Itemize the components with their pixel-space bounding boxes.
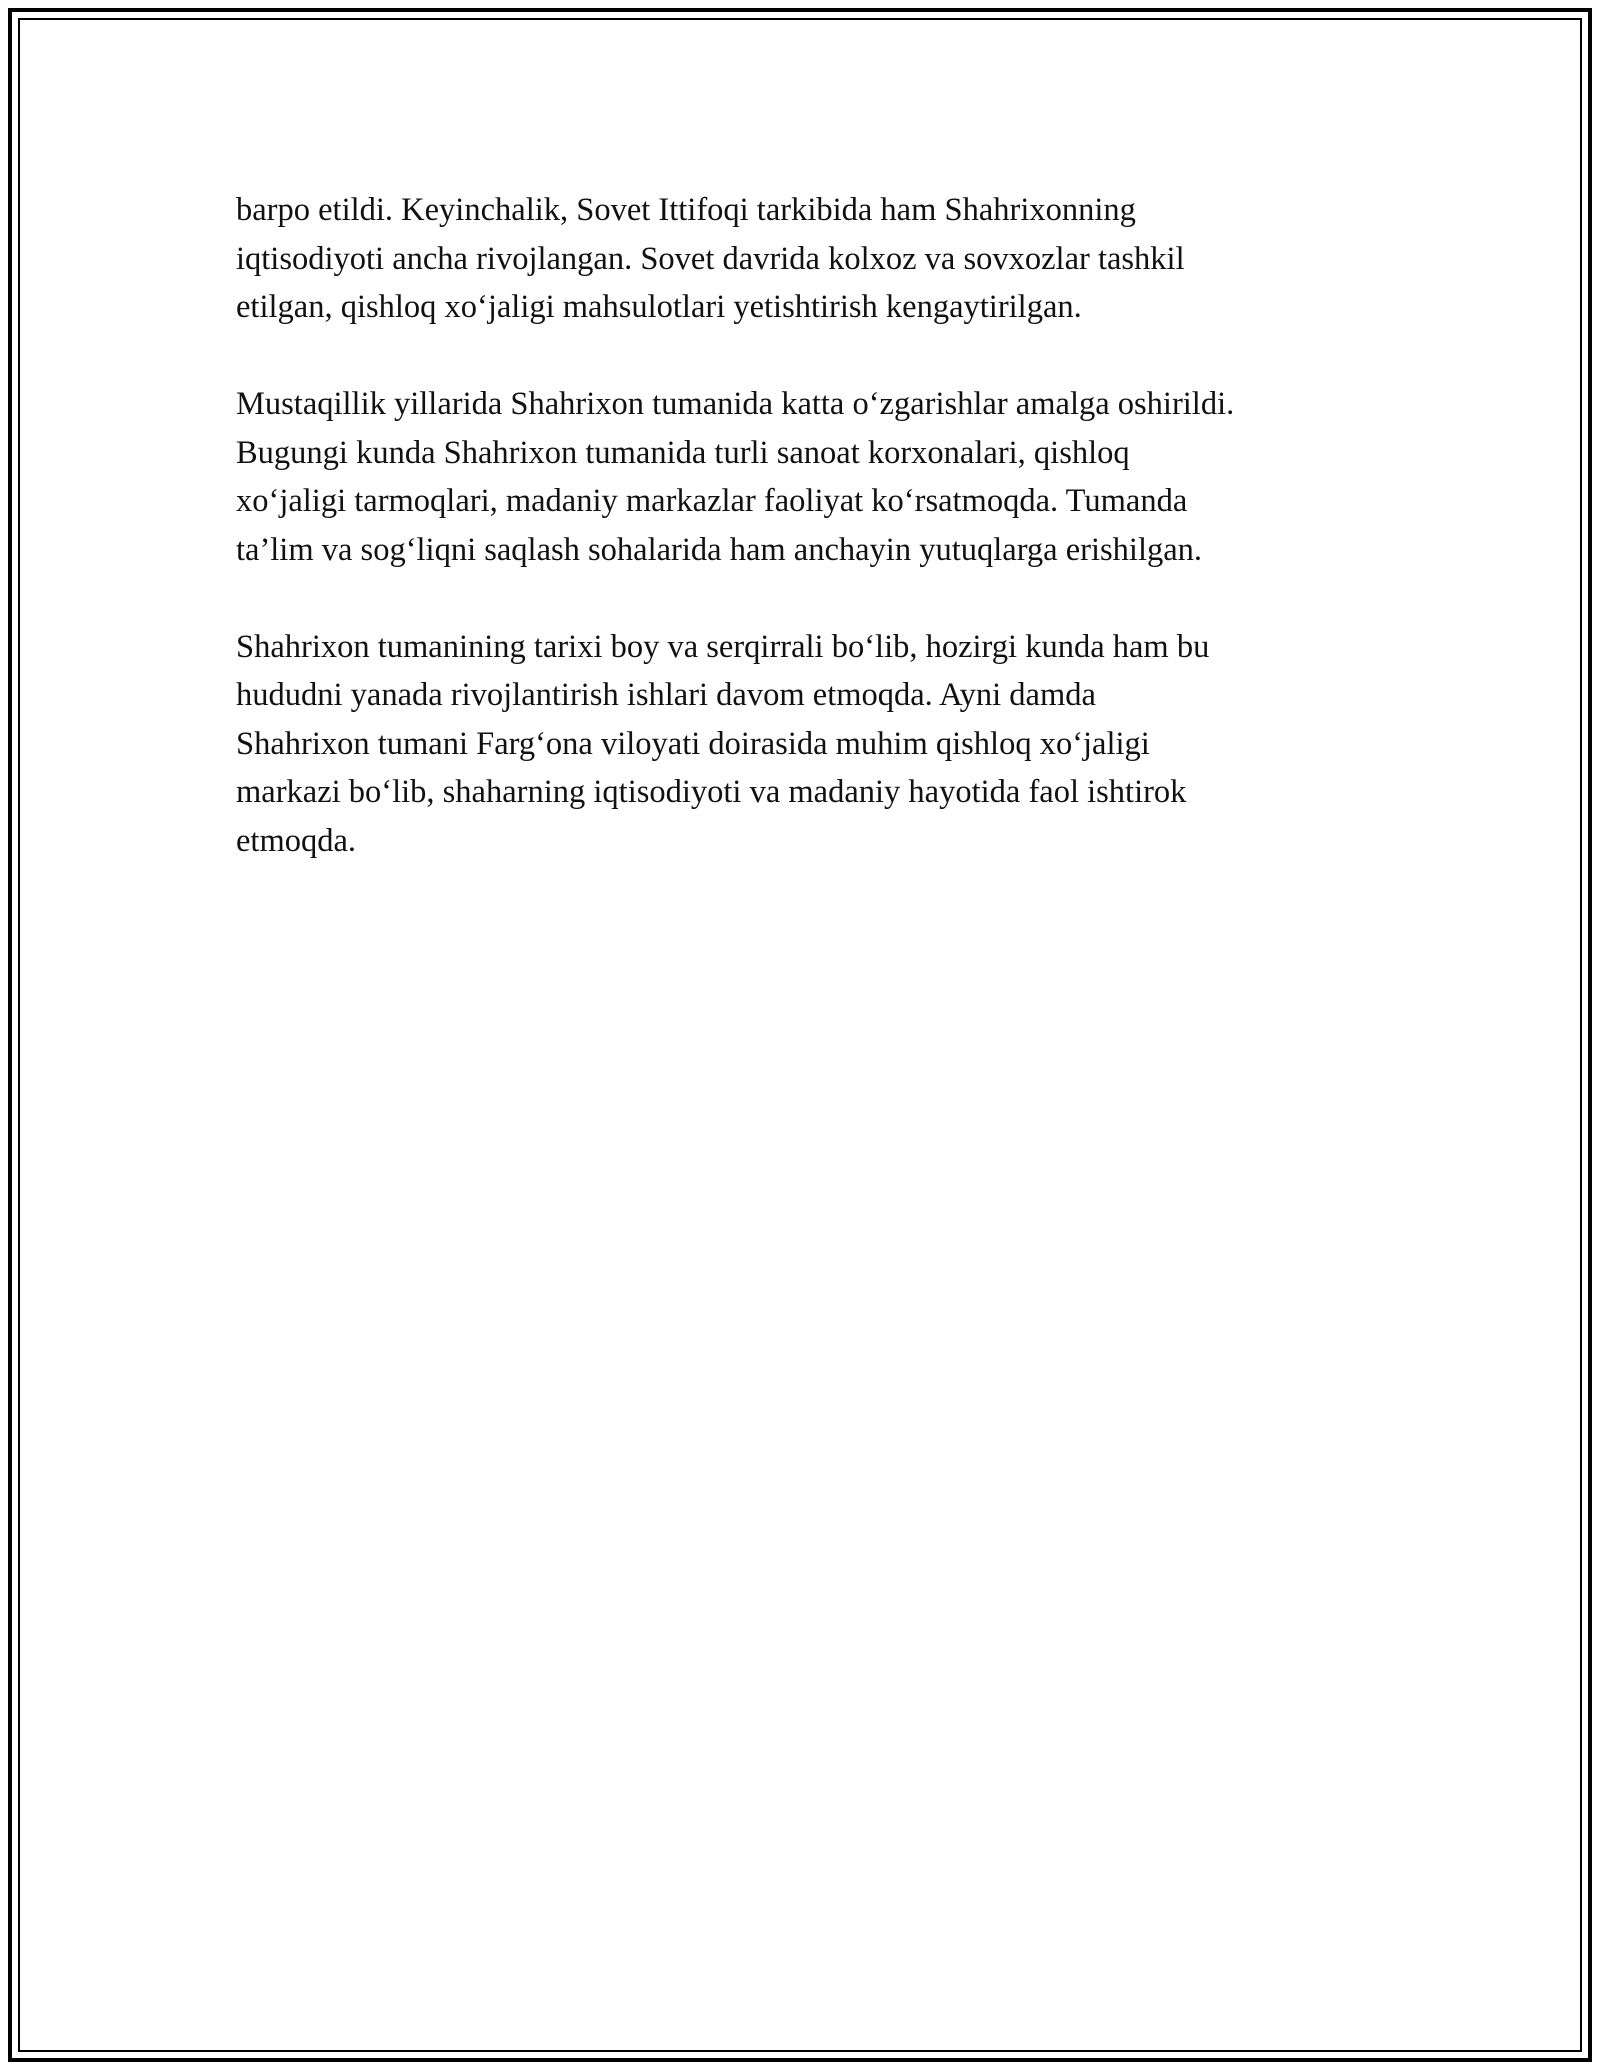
paragraph-1: barpo etildi. Keyinchalik, Sovet Ittifoqi tarkibida ham Shahrixonning iqtisodiyoti ancha rivojlangan. Sovet davrida kolxoz va sovxozlar tashkil etilgan, qishloq xo‘jaligi mahsulotlari yetishtirish kengaytirilgan. xyxy=(236,192,1185,325)
paragraph-2: Mustaqillik yillarida Shahrixon tumanida katta o‘zgarishlar amalga oshirildi. Bugungi kunda Shahrixon tumanida turli sanoat korxonalari, qishloq xo‘jaligi tarmoqlari, madaniy markazlar faoliyat ko‘rsatmoqda. Tumanda ta’lim va sog‘liqni saqlash sohalarida ham anchayin yutuqlarga erishilgan. xyxy=(236,386,1235,568)
document-body xyxy=(236,186,1396,914)
paragraph-3: Shahrixon tumanining tarixi boy va serqirrali bo‘lib, hozirgi kunda ham bu hududni yanada rivojlantirish ishlari davom etmoqda. Ayni damda Shahrixon tumani Farg‘ona viloyati doirasida muhim qishloq xo‘jaligi markazi bo‘lib, shaharning iqtisodiyoti va madaniy hayotida faol ishtirok etmoqda. xyxy=(236,628,1210,859)
